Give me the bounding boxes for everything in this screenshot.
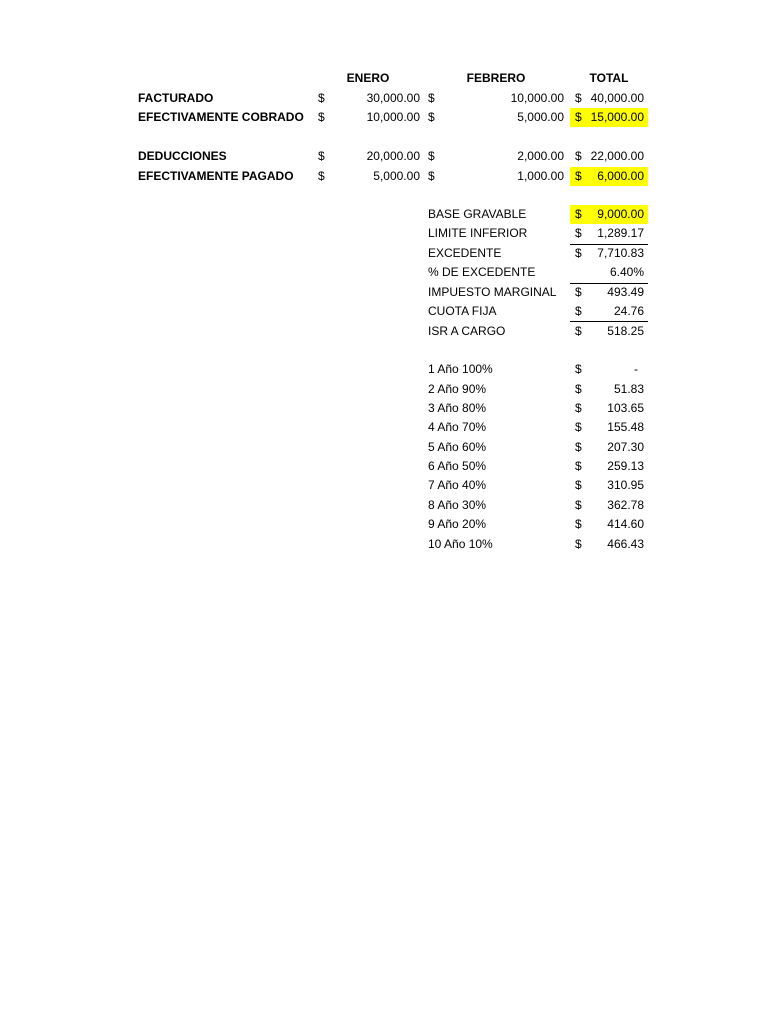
currency-symbol: $: [575, 478, 582, 492]
currency-symbol: $: [575, 420, 582, 434]
row-label-facturado: FACTURADO: [138, 91, 214, 105]
calc-value-excedente: 7,710.83: [597, 246, 644, 260]
currency-symbol: $: [575, 285, 582, 299]
currency-symbol: $: [575, 169, 582, 183]
year-value: 51.83: [613, 382, 644, 396]
year-label: 10 Año 10%: [428, 537, 493, 551]
currency-symbol: $: [318, 110, 325, 124]
calc-label-limite-inferior: LIMITE INFERIOR: [428, 226, 528, 240]
year-value: 207.30: [607, 440, 644, 454]
cobrado-febrero: 5,000.00: [517, 110, 564, 124]
currency-symbol: $: [575, 382, 582, 396]
cobrado-enero: 10,000.00: [366, 110, 420, 124]
currency-symbol: $: [318, 91, 325, 105]
year-label: 4 Año 70%: [428, 420, 487, 434]
year-value: 310.95: [607, 478, 644, 492]
currency-symbol: $: [575, 517, 582, 531]
cobrado-total: 15,000.00: [590, 110, 644, 124]
year-value: 362.78: [607, 498, 644, 512]
currency-symbol: $: [575, 207, 582, 221]
row-label-deducciones: DEDUCCIONES: [138, 149, 227, 163]
row-label-efectivamente-pagado: EFECTIVAMENTE PAGADO: [138, 169, 294, 183]
currency-symbol: $: [575, 324, 582, 338]
year-value: 466.43: [607, 537, 644, 551]
currency-symbol: $: [575, 537, 582, 551]
header-febrero: FEBRERO: [466, 71, 526, 85]
calc-label-excedente: EXCEDENTE: [428, 246, 502, 260]
calc-value-impuesto-marginal: 493.49: [607, 285, 644, 299]
currency-symbol: $: [575, 498, 582, 512]
calc-value-isr-a-cargo: 518.25: [607, 324, 644, 338]
year-value: 259.13: [607, 459, 644, 473]
row-label-efectivamente-cobrado: EFECTIVAMENTE COBRADO: [138, 110, 304, 124]
currency-symbol: $: [575, 401, 582, 415]
calc-value-limite-inferior: 1,289.17: [597, 226, 644, 240]
calc-label-isr-a-cargo: ISR A CARGO: [428, 324, 506, 338]
currency-symbol: $: [428, 149, 435, 163]
year-label: 2 Año 90%: [428, 382, 487, 396]
currency-symbol: $: [575, 304, 582, 318]
currency-symbol: $: [575, 149, 582, 163]
currency-symbol: $: [318, 149, 325, 163]
year-label: 6 Año 50%: [428, 459, 487, 473]
deducciones-febrero: 2,000.00: [517, 149, 564, 163]
deducciones-enero: 20,000.00: [366, 149, 420, 163]
header-enero: ENERO: [346, 71, 390, 85]
pagado-enero: 5,000.00: [373, 169, 420, 183]
year-value: 155.48: [607, 420, 644, 434]
facturado-febrero: 10,000.00: [510, 91, 564, 105]
calc-label-impuesto-marginal: IMPUESTO MARGINAL: [428, 285, 557, 299]
year-label: 7 Año 40%: [428, 478, 487, 492]
pagado-febrero: 1,000.00: [517, 169, 564, 183]
calc-label-porcentaje-excedente: % DE EXCEDENTE: [428, 265, 536, 279]
currency-symbol: $: [575, 459, 582, 473]
calc-value-base-gravable: 9,000.00: [597, 207, 644, 221]
currency-symbol: $: [428, 169, 435, 183]
year-label: 3 Año 80%: [428, 401, 487, 415]
currency-symbol: $: [575, 362, 582, 376]
currency-symbol: $: [575, 440, 582, 454]
pagado-total: 6,000.00: [597, 169, 644, 183]
currency-symbol: $: [318, 169, 325, 183]
year-value: 414.60: [607, 517, 644, 531]
calc-label-cuota-fija: CUOTA FIJA: [428, 304, 497, 318]
currency-symbol: $: [575, 91, 582, 105]
year-value: -: [634, 362, 638, 376]
currency-symbol: $: [575, 226, 582, 240]
year-value: 103.65: [607, 401, 644, 415]
currency-symbol: $: [428, 110, 435, 124]
facturado-enero: 30,000.00: [366, 91, 420, 105]
year-label: 1 Año 100%: [428, 362, 493, 376]
year-label: 9 Año 20%: [428, 517, 487, 531]
year-label: 5 Año 60%: [428, 440, 487, 454]
year-label: 8 Año 30%: [428, 498, 487, 512]
calc-value-porcentaje-excedente: 6.40%: [609, 265, 644, 279]
currency-symbol: $: [428, 91, 435, 105]
currency-symbol: $: [575, 110, 582, 124]
calc-label-base-gravable: BASE GRAVABLE: [428, 207, 527, 221]
facturado-total: 40,000.00: [590, 91, 644, 105]
header-total: TOTAL: [589, 71, 629, 85]
deducciones-total: 22,000.00: [590, 149, 644, 163]
calc-value-cuota-fija: 24.76: [613, 304, 644, 318]
currency-symbol: $: [575, 246, 582, 260]
